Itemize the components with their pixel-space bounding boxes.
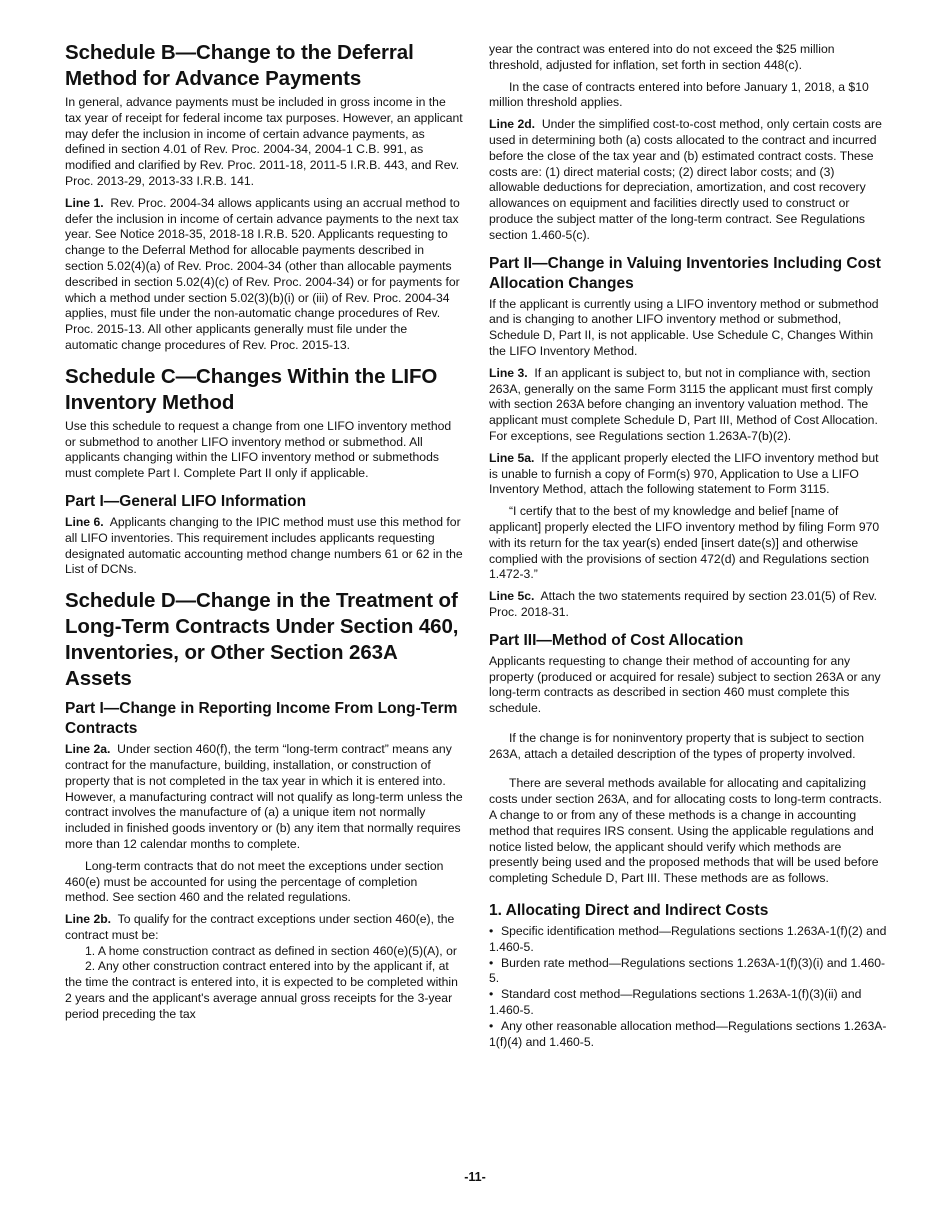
line-2b-text: To qualify for the contract exceptions under section 460(e), the contract must be: bbox=[65, 912, 455, 942]
line-5a-label: Line 5a. bbox=[489, 450, 535, 465]
allocating-costs-title: 1. Allocating Direct and Indirect Costs bbox=[489, 902, 769, 920]
part-i-lifo-title: Part I—General LIFO Information bbox=[65, 492, 307, 510]
line-2a-label: Line 2a. bbox=[65, 742, 111, 757]
line-1-text: Rev. Proc. 2004-34 allows applicants using an accrual method to defer the inclusion in income of certain advance payments to the next tax year. See Notice 2018-35, 2018-18 I.R.B. 520. Applicants requesting to change to the Deferral Method for allocable payments described in section 5.02(4)(a) of Rev. Proc. 2004-34 (other than allocable payments described in section 5.02(4)(c) of Rev. Proc. 2004-34) or for payments for which a method under section 5.02(3)(b)(i) or (iii) of Rev. Proc. 2004-34 applies, must file under the non-automatic change procedures of Rev. Proc. 2015-13. All other applicants generally must file under the automatic change procedures of Rev. Proc. 2015-13. bbox=[65, 195, 460, 352]
bullet-icon: • bbox=[489, 955, 494, 970]
part-iii-title: Part III—Method of Cost Allocation bbox=[489, 631, 744, 649]
page-number: -11- bbox=[464, 1170, 486, 1184]
schedule-b-intro: In general, advance payments must be included in gross income in the tax year of receipt for federal income tax purposes. However, an applicant may defer the inclusion in income of certain advance payments, as defined in section 4.01 of Rev. Proc. 2004-34, 2004-1 C.B. 991, as modified and clarified by Rev. Proc. 2011-18, 2011-5 I.R.B. 443, and Rev. Proc. 2013-29, 2013-33 I.R.B. 141. bbox=[65, 95, 463, 188]
line-5a-text: If the applicant properly elected the LIFO inventory method but is unable to furnish a copy of Form(s) 970, Application to Use a LIFO Inventory Method, attach the following statement to Form 3115. bbox=[489, 450, 879, 497]
schedule-d-title: Schedule D—Change in the Treatment of Long-Term Contracts Under Section 460, Inventories, or Other Section 263A Assets bbox=[65, 589, 459, 691]
bullet-icon: • bbox=[489, 1018, 494, 1033]
list-item: • Specific identification method—Regulations sections 1.263A-1(f)(2) and 1.460-5. bbox=[489, 924, 887, 954]
line-2a-paragraph bbox=[65, 742, 463, 853]
line-2a-text: Under section 460(f), the term “long-term contract” means any contract for the manufacture, building, installation, or construction of property that is not completed in the tax year in which it is entered into. However, a manufacturing contract will not qualify as long-term unless the contract involves the manufacture of (a) a unique item not normally included in finished goods inventory or (b) any item that normally requires more than 12 calendar months to complete. bbox=[65, 742, 463, 851]
list-item: • Any other reasonable allocation method—Regulations sections 1.263A-1(f)(4) and 1.460-5. bbox=[489, 1018, 887, 1049]
line-2b-item-1: 1. A home construction contract as defined in section 460(e)(5)(A), or bbox=[85, 943, 457, 958]
line-1-paragraph bbox=[65, 196, 463, 354]
schedule-c-title: Schedule C—Changes Within the LIFO Inventory Method bbox=[65, 364, 438, 414]
line-6-label: Line 6. bbox=[65, 514, 104, 529]
line-2d-text: Under the simplified cost-to-cost method, only certain costs are used in determining both (a) costs allocated to the contract and incurred before the close of the tax year and (b) estimated contract costs. These costs are: (1) direct material costs; (2) direct labor costs; and (3) allowable deductions for depreciation, amortization, and cost recovery allowances on equipment and facilities directly used to construct or produce the subject matter of the long-term contract. See Regulations section 1.460-5(c). bbox=[489, 117, 882, 242]
line-2d-paragraph bbox=[489, 117, 887, 243]
line-2b-label: Line 2b. bbox=[65, 912, 112, 927]
line-5a-paragraph bbox=[489, 451, 887, 498]
bullet-icon: • bbox=[489, 987, 494, 1002]
schedule-b-title: Schedule B—Change to the Deferral Method for Advance Payments bbox=[65, 41, 414, 90]
left-column bbox=[65, 40, 463, 1023]
line-6-paragraph bbox=[65, 515, 463, 578]
list-item: • Standard cost method—Regulations sections 1.263A-1(f)(3)(ii) and 1.460-5. bbox=[489, 987, 862, 1018]
line-2a-paragraph-2: Long-term contracts that do not meet the exceptions under section 460(e) must be accounted for using the percentage of completion method. See section 460 and the related regulations. bbox=[65, 858, 444, 905]
part-i-long-term-title: Part I—Change in Reporting Income From Long-Term Contracts bbox=[65, 700, 458, 738]
line-3-label: Line 3. bbox=[489, 365, 528, 380]
part-iii-paragraph-2: If the change is for noninventory property that is subject to section 263A, attach a detailed description of the types of property involved. bbox=[489, 730, 864, 761]
part-iii-intro: Applicants requesting to change their method of accounting for any property (produced or acquired for resale) subject to section 263A or any long-term contracts as described in section 460 must complete this schedule. bbox=[489, 653, 881, 716]
part-iii-paragraph-3: There are several methods available for allocating and capitalizing costs under section 263A, and for allocating costs to long-term contracts. A change to or from any of these methods is a change in accounting method that requires IRS consent. Using the applicable regulations and notice listed below, the applicant should verify which methods are presently being used and the proposed methods that will be used before completing Schedule D, Part III. These methods are as follows. bbox=[489, 776, 882, 886]
continued-text: year the contract was entered into do not exceed the $25 million threshold, adjusted for inflation, set forth in section 448(c). bbox=[489, 42, 835, 72]
before-2018-text: In the case of contracts entered into before January 1, 2018, a $10 million threshold applies. bbox=[489, 79, 869, 110]
line-2b-item-2: 2. Any other construction contract entered into by the applicant if, at the time the contract is entered into, it is expected to be completed within 2 years and the applicant's average annual gross receipts for the 3-year period preceding the tax bbox=[65, 959, 458, 1021]
line-3-text: If an applicant is subject to, but not in compliance with, section 263A, generally on the same Form 3115 the applicant must first comply with section 263A before changing an inventory valuation method. The applicant must complete Schedule D, Part III, Method of Cost Allocation. For exceptions, see Regulations section 1.263A-7(b)(2). bbox=[489, 365, 878, 443]
part-ii-title: Part II—Change in Valuing Inventories Including Cost Allocation Changes bbox=[489, 254, 881, 292]
line-2d-label: Line 2d. bbox=[489, 117, 536, 132]
line-5c-paragraph bbox=[489, 589, 887, 621]
line-5a-quote: “I certify that to the best of my knowledge and belief [name of applicant] properly elected the LIFO inventory method by filing Form 970 with its return for the tax year(s) ended [insert date(s)] and otherwise complied with the provisions of section 472(d) and Regulations section 1.472-3.” bbox=[489, 504, 880, 582]
right-column bbox=[489, 42, 887, 1050]
line-5c-label: Line 5c. bbox=[489, 589, 535, 604]
line-1-label: Line 1. bbox=[65, 195, 104, 210]
schedule-c-intro: Use this schedule to request a change from one LIFO inventory method or submethod to another LIFO inventory method or submethod. All applicants changing within the LIFO inventory method or submethods must complete Part I. Complete Part II only if applicable. bbox=[65, 418, 452, 481]
part-ii-intro: If the applicant is currently using a LIFO inventory method or submethod and is changing to another LIFO inventory method or submethod, Schedule D, Part II, is not applicable. Use Schedule C, Changes Within the LIFO Inventory Method. bbox=[489, 296, 879, 358]
line-5c-text: Attach the two statements required by section 23.01(5) of Rev. Proc. 2018-31. bbox=[489, 589, 877, 619]
line-3-paragraph bbox=[489, 366, 887, 445]
line-2b-paragraph bbox=[65, 912, 463, 944]
list-item: • Burden rate method—Regulations sections 1.263A-1(f)(3)(i) and 1.460-5. bbox=[489, 955, 886, 986]
line-6-text: Applicants changing to the IPIC method must use this method for all LIFO inventories. This requirement includes applicants requesting designated automatic accounting method change numbers 61 or 62 in the List of DCNs. bbox=[65, 514, 463, 577]
bullet-icon: • bbox=[489, 924, 494, 939]
